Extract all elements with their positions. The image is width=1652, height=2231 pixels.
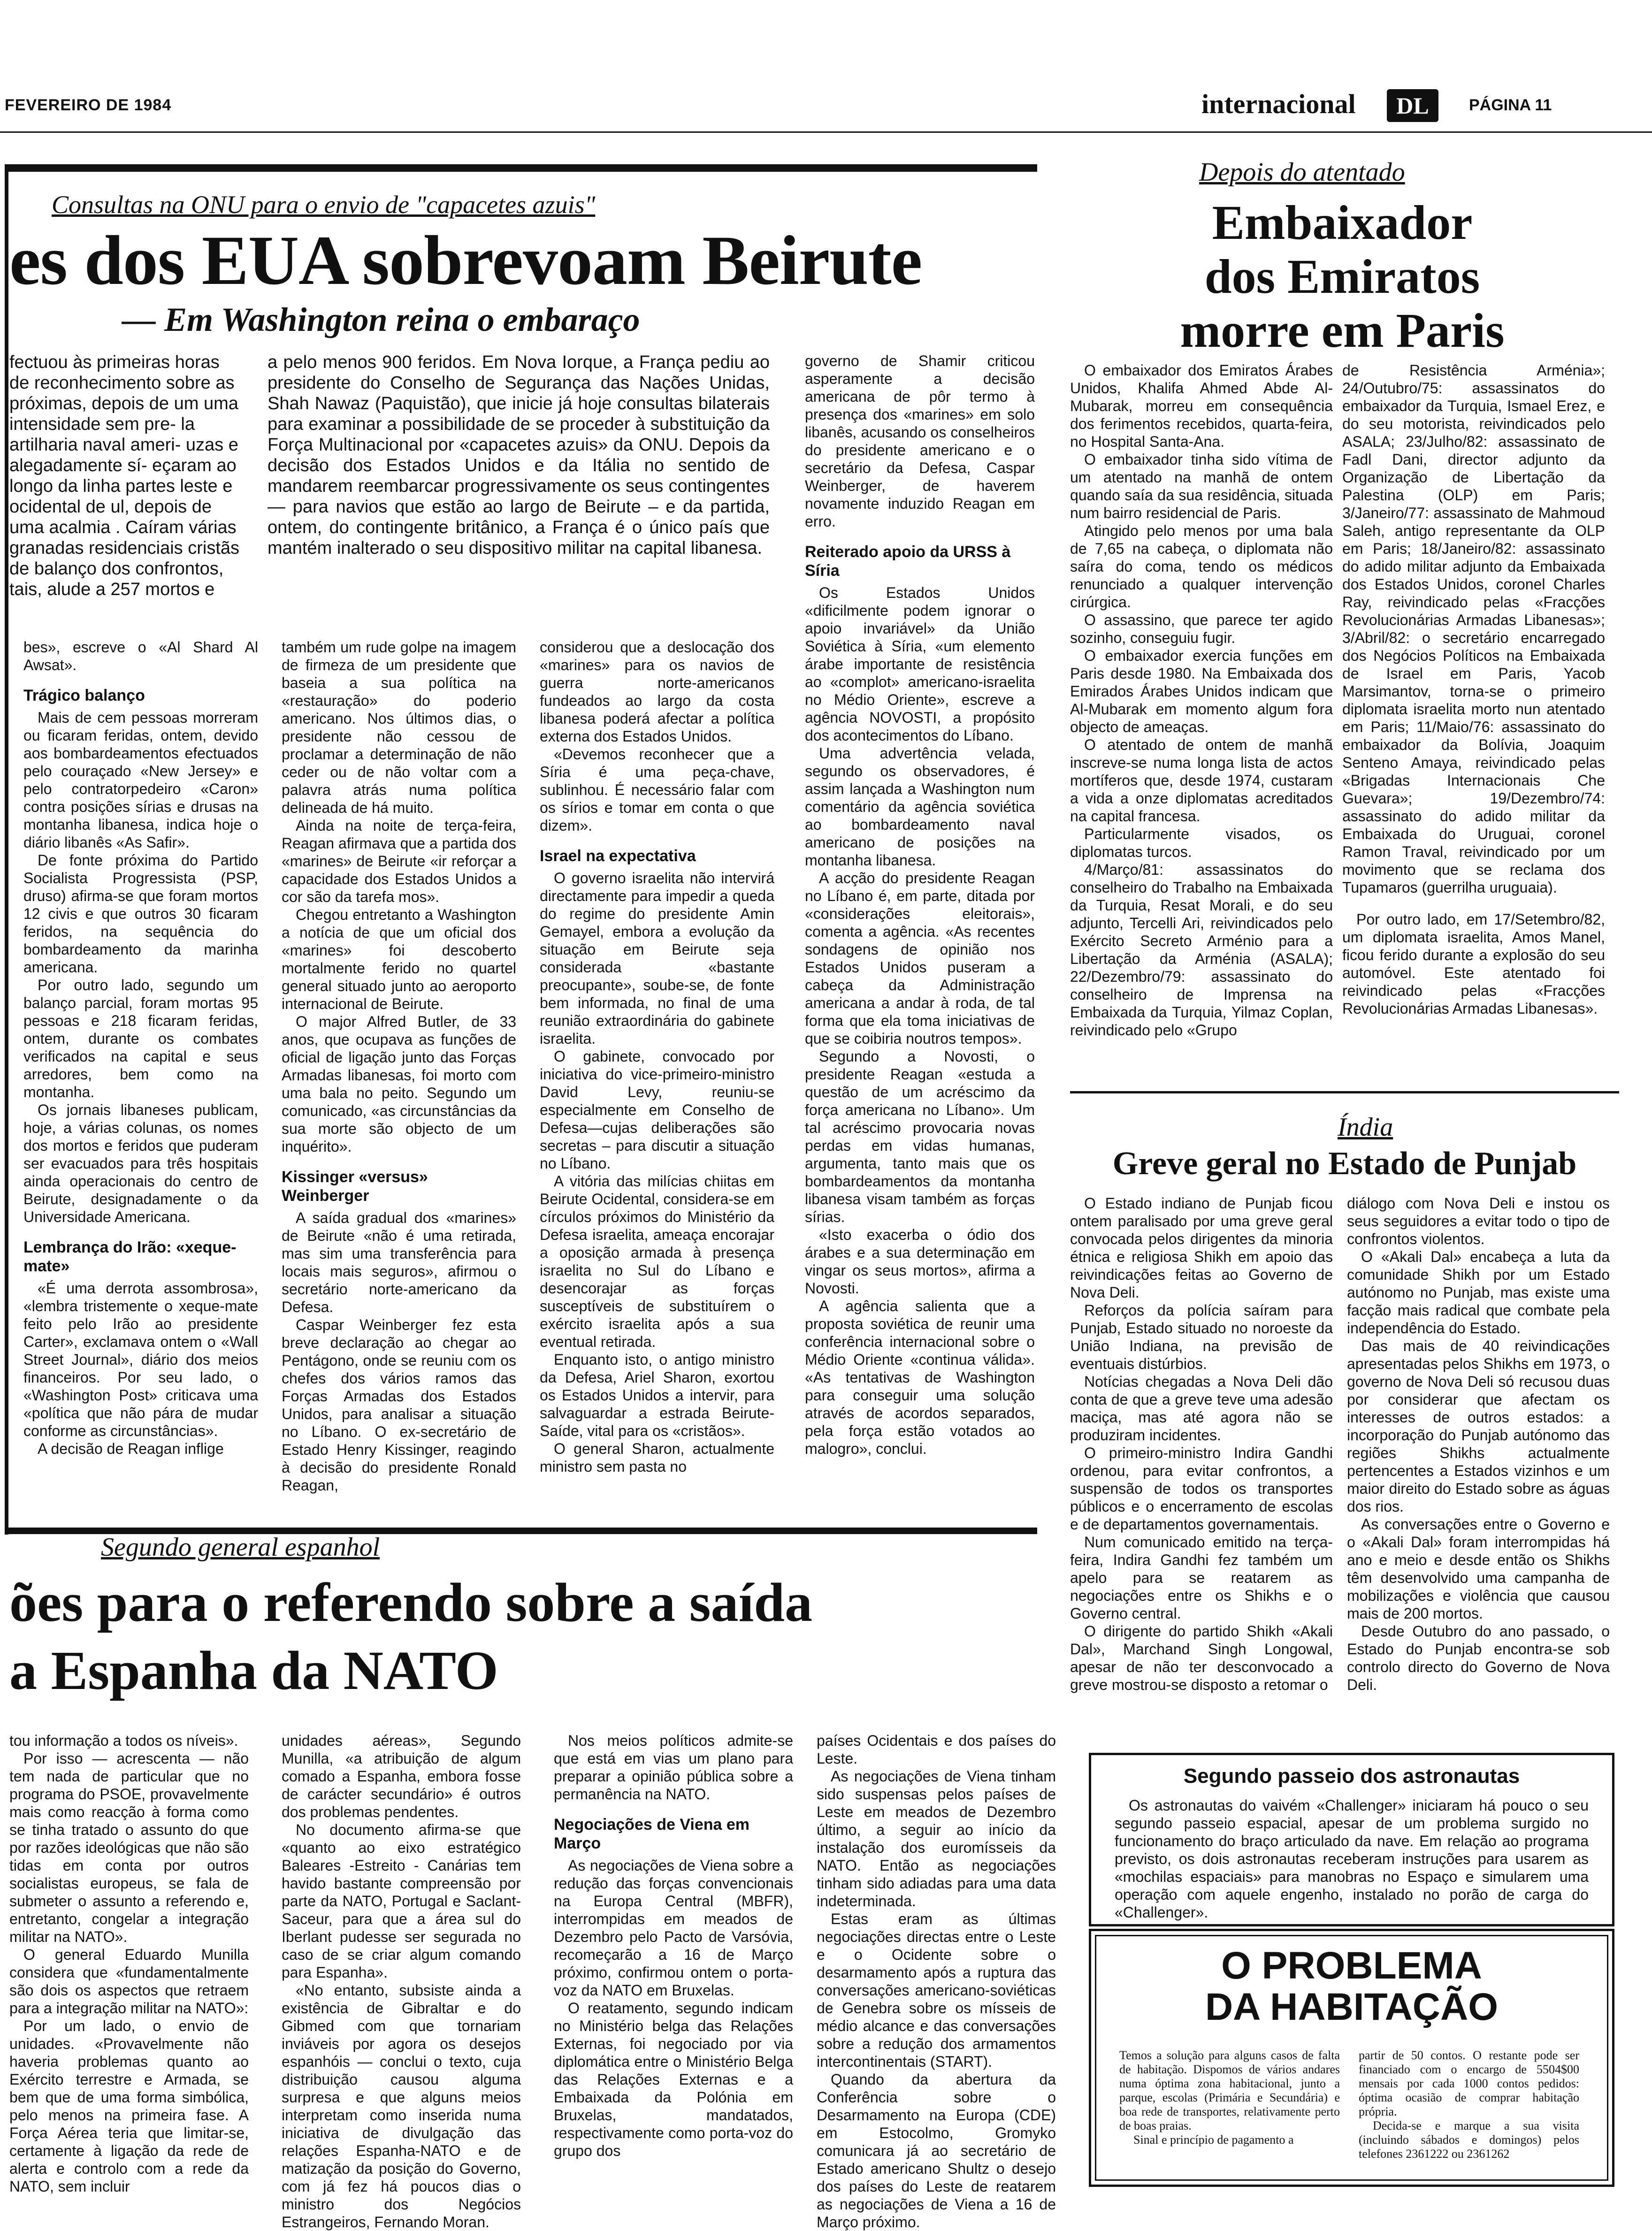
india-headline: Greve geral no Estado de Punjab bbox=[1112, 1146, 1577, 1182]
header-page: PÁGINA 11 bbox=[1469, 96, 1552, 114]
india-col1: O Estado indiano de Punjab ficou ontem paralisado por uma greve geral convocada pelos dirigentes da minoria étnica e religiosa Shikh em apoio das reivindicações feitas ao Governo de Nova Deli. Reforços da polícia saíram para Punjab, Estado situado no noroeste da União Indiana, na previsão de eventuais distúrbios. Notícias chegadas a Nova Deli dão conta de que a greve teve uma adesão maciça, mas até agora não se produziram incidentes. O primeiro-ministro Indira Gandhi ordenou, para evitar confrontos, a suspensão de todos os transportes públicos e o encerramento de escolas e de departamentos governamentais. Num comunicado emitido na terça-feira, Indira Gandhi fez também um apelo para se reatarem as negociações entre os Shikhs e o Governo central. O dirigente do partido Shikh «Akali Dal», Marchand Singh Longowal, apesar de não ter desconvocado a greve mostrou-se disposto a retomar o bbox=[1070, 1195, 1333, 1693]
emirados-headline-3: morre em Paris bbox=[1180, 304, 1505, 358]
anuncio-box bbox=[1089, 1929, 1614, 2187]
india-kicker: Índia bbox=[1338, 1113, 1393, 1142]
beirute-top-rule bbox=[5, 164, 1037, 172]
nato-subhead-viena: Negociações de Viena em Março bbox=[554, 1816, 750, 1852]
nato-kicker: Segundo general espanhol bbox=[101, 1533, 380, 1562]
beirute-col2: também um rude golpe na imagem de firmeza de um presidente que baseia a sua política na «restauração» do poderio americano. Nos últimos dias, o presidente não cessou de proclamar a determinação de não ceder ou de não voltar com a palavra atrás numa política delineada de há muito. Ainda na noite de terça-feira, Reagan afirmava que a partida dos «marines» de Beirute «ir reforçar a capacidade dos Estados Unidos a cor são da tarefa mos». Chegou entretanto a Washington a notícia de que um oficial dos «marines» foi descoberto mortalmente ferido no quartel general situado junto ao aeroporto internacional de Beirute. O major Alfred Butler, de 33 anos, que ocupava as funções de oficial de ligação junto das Forças Armadas libanesas, foi morto com uma bala no peito. Segundo um comunicado, «as circunstâncias da sua morte são objecto de um inquérito». Kissinger «versus» Weinberger A saída gradual dos «marines» de Beirute «não é uma retirada, mas sim uma transferência para locais mais seguros», afirmou o secretário norte-americano da Defesa. Caspar Weinberger fez esta breve declaração ao chegar ao Pentágono, onde se reuniu com os chefes dos vários ramos das Forças Armadas dos Estados Unidos, para analisar a situação no Líbano. O ex-secretário de Estado Henry Kissinger, reagindo à decisão do presidente Ronald Reagan, bbox=[282, 639, 516, 1494]
beirute-subhead-israel: Israel na expectativa bbox=[540, 847, 696, 865]
nato-headline-2: a Espanha da NATO bbox=[9, 1640, 498, 1701]
anuncio-title-1: O PROBLEMA bbox=[1221, 1944, 1482, 1987]
beirute-col4: governo de Shamir criticou asperamente a decisão americana de pôr termo à presença dos «marines» em solo libanês, acusando os conselheiros do presidente americano e o secretário da Defesa, Caspar Weinberger, de haverem novamente induzido Reagan em erro. Reiterado apoio da URSS à Síria Os Estados Unidos «dificilmente podem ignorar o apoio invariável» da União Soviética à Síria, «um elemento árabe importante de resistência ao «complot» americano-israelita no Médio Oriente», escreve a agência NOVOSTI, a propósito dos acontecimentos do Líbano. Uma advertência velada, segundo os observadores, é assim lançada a Washington num comentário da agência soviética ao bombardeamento naval americano de posições na montanha libanesa. A acção do presidente Reagan no Líbano é, em parte, ditada por «considerações eleitorais», comenta a agência. «As recentes sondagens de opinião nos Estados Unidos puseram a cabeça da Administração americana a andar à roda, de tal forma que ela toma iniciativas de que se coibiria noutros tempos». Segundo a Novosti, o presidente Reagan «estuda a questão de um acréscimo da força americana no Líbano». Um tal acréscimo provocaria novas perdas em vidas humanas, argumenta, tanto mais que os bombardeamentos da montanha libanesa visam também as forças sírias. «Isto exacerba o ódio dos árabes e a sua determinação em vingar os seus mortos», afirma a Novosti. A agência salienta que a proposta soviética de reunir uma conferência internacional sobre o Médio Oriente «continua válida». «As tentativas de Washington para conseguir uma solução através de acordos separados, pela força estão votados ao malogro», conclui. bbox=[805, 352, 1035, 1457]
india-col2: diálogo com Nova Deli e instou os seus seguidores a evitar todo o tipo de confrontos violentos. O «Akali Dal» encabeça a luta da comunidade Shikh por um Estado autónomo no Punjab, mas existe uma facção mais radical que combate pela independência do Estado. Das mais de 40 reivindicações apresentadas pelos Shikhs em 1973, o governo de Nova Deli só recusou duas por considerar que afectam os interesses de outros estados: a incorporação do Punjab autónomo das regiões Shikhs actualmente pertencentes a Estados vizinhos e um maior direito do Estado sobre as águas dos rios. As conversações entre o Governo e o «Akali Dal» foram interrompidas há ano e meio e desde então os Shikhs têm desenvolvido uma campanha de mobilizações e violência que causou mais de 200 mortos. Desde Outubro do ano passado, o Estado do Punjab encontra-se sob controlo directo do Governo de Nova Deli. bbox=[1347, 1195, 1610, 1693]
anuncio-col1: Temos a solução para alguns casos de falta de habitação. Dispomos de vários andares numa óptima zona habitacional, junto a parque, escolas (Primária e Secundária) e boa rede de transportes, relativamente perto de boas praias. Sinal e princípio de pagamento a bbox=[1119, 2048, 1340, 2147]
astronautas-box bbox=[1089, 1753, 1614, 1926]
beirute-subhead-irao: Lembrança do Irão: «xeque-mate» bbox=[23, 1238, 237, 1275]
header-rule bbox=[0, 131, 1652, 133]
emirados-kicker: Depois do atentado bbox=[1199, 158, 1405, 187]
emirados-bottom-rule bbox=[1070, 1091, 1619, 1093]
nato-col3: Nos meios políticos admite-se que está em vias um plano para preparar a opinião pública sobre a permanência na NATO. Negociações de Viena em Março As negociações de Viena sobre a redução das forças convencionais na Europa Central (MBFR), interrompidas em meados de Dezembro pelo Pacto de Varsóvia, recomeçarão a 16 de Março próximo, confirmou ontem o porta-voz da NATO em Bruxelas. O reatamento, segundo indicam no Ministério belga das Relações Externas, foi negociado por via diplomática entre o Ministério Belga das Relações Externas e a Embaixada da Polónia em Bruxelas, mandatados, respectivamente como porta-voz do grupo dos bbox=[554, 1732, 793, 2159]
astronautas-body: Os astronautas do vaivém «Challenger» iniciaram há pouco o seu segundo passeio espacial, apesar de um problema surgido no funcionamento do braço articulado da nave. Em relação ao programa previsto, os dois astronautas receberam instruções para usarem as «mochilas espaciais» para manobras no Espaço e simularem uma operação com aquele engenho, instalado no porão de carga do «Challenger». bbox=[1115, 1797, 1589, 1921]
header-date: FEVEREIRO DE 1984 bbox=[5, 96, 172, 114]
nato-col1: tou informação a todos os níveis». Por isso — acrescenta — não tem nada de particular que no programa do PSOE, provavelmente mais como reacção à forma como se tinha tratado o assunto do que por razões ideológicas que não são tidas em conta por outros socialistas europeus, se fala de submeter o assunto a referendo e, entretanto, congelar a integração militar na NATO». O general Eduardo Munilla considera que «fundamentalmente são dois os aspectos que retraem para a integração militar na NATO»: Por um lado, o envio de unidades. «Provavelmente não haveria problemas quanto ao Exército terrestre e Armada, se bem que de uma forma simbólica, pelo menos na primeira fase. A Força Aérea teria que limitar-se, certamente à ligação da rede de alerta e controlo com a rede da NATO, sem incluir bbox=[9, 1732, 249, 2195]
emirados-col2: de Resistência Arménia»; 24/Outubro/75: assassinatos do embaixador da Turquia, Ismael Erez, e do seu motorista, reivindicados pelo ASALA; 23/Julho/82: assassinato de Fadl Dani, director adjunto da Organização de Libertação da Palestina (OLP) em Paris; 3/Janeiro/77: assassinato de Mahmoud Saleh, antigo representante da OLP em Paris; 18/Janeiro/82: assassinato do adido militar adjunto da Embaixada dos Estados Unidos, coronel Charles Ray, reivindicado pelas «Fracções Revolucionárias Armadas Libanesas»; 3/Abril/82: o secretário encarregado dos Negócios Políticos na Embaixada de Israel em Paris, Yacob Marsimantov, torna-se o primeiro diplomata israelita morto nun atentado em Paris; 11/Maio/76: assassinato do embaixador da Bolívia, Joaquim Senteno Amaya, reivindicado pelas «Brigadas Internacionais Che Guevara»; 19/Dezembro/74: assassinato do adido militar da Embaixada do Uruguai, coronel Ramon Traval, reivindicado por um movimento que se reclama dos Tupamaros (guerrilha uruguaia). Por outro lado, em 17/Setembro/82, um diplomata israelita, Amos Manel, ficou ferido durante a explosão do seu automóvel. Este atentado foi reivindicado pelas «Fracções Revolucionárias Armadas Libanesas». bbox=[1342, 362, 1605, 1017]
nato-headline-1: ões para o referendo sobre a saída bbox=[9, 1572, 812, 1633]
emirados-headline-2: dos Emiratos bbox=[1204, 250, 1480, 304]
anuncio-title-2: DA HABITAÇÃO bbox=[1205, 1986, 1499, 2028]
beirute-col1: bes», escreve o «Al Shard Al Awsat». Trágico balanço Mais de cem pessoas morreram ou ficaram feridas, ontem, devido aos bombardeamentos efectuados pelo couraçado «New Jersey» e pelo contratorpedeiro «Caron» contra posições sírias e drusas na montanha libanesa, indica hoje o diário libanês «As Safir». De fonte próxima do Partido Socialista Progressista (PSP, druso) afirma-se que foram mortos 12 civis e que outros 30 ficaram feridos, na sequência do bombardeamento da marinha americana. Por outro lado, segundo um balanço parcial, foram mortas 95 pessoas e 218 ficaram feridas, ontem, durante os combates verificados na capital e seus arredores, bem como na montanha. Os jornais libaneses publicam, hoje, a várias colunas, os nomes dos mortos e feridos que puderam ser evacuados para três hospitais ainda operacionais do centro de Beirute, designadamente o da Universidade Americana. Lembrança do Irão: «xeque-mate» «É uma derrota assombrosa», «lembra tristemente o xeque-mate feito pelo Irão ao presidente Carter», exclamava ontem o «Wall Street Journal», diário dos meios financeiros. Por seu lado, o «Washington Post» criticava uma «política que não pára de mudar conforme as circunstâncias». A decisão de Reagan inflige bbox=[23, 639, 258, 1457]
beirute-lead-left: fectuou às primeiras horas de reconhecimento sobre as próximas, depois de um uma intensidade sem pre- la artilharia naval ameri- uzas e alegadamente sí- eçaram ao longo da linha partes leste e ocidental de ul, depois de uma acalmia . Caíram várias granadas residenciais cristãs de balanço dos confrontos, tais, alude a 257 mortos e bbox=[9, 352, 240, 599]
beirute-subhead-urss: Reiterado apoio da URSS à Síria bbox=[805, 543, 1011, 580]
astronautas-title: Segundo passeio dos astronautas bbox=[1183, 1765, 1520, 1788]
beirute-lead-right: a pelo menos 900 feridos. Em Nova Iorque, a França pediu ao presidente do Conselho de Segurança das Nações Unidas, Shah Nawaz (Paquistão), que inicie já hoje consultas bilaterais para examinar a possibilidade de se proceder à substituição da Força Multinacional por «capacetes azuis» da ONU. Depois da decisão dos Estados Unidos e da Itália no sentido de mandarem reembarcar progressivamente os seus contingentes — para navios que estão ao largo de Beirute – e da partida, ontem, do contingente britânico, a França é o único país que mantém inalterado o seu dispositivo militar na capital libanesa. bbox=[268, 352, 770, 558]
beirute-left-rule bbox=[5, 164, 8, 1535]
nato-col2: unidades aéreas», Segundo Munilla, «a atribuição de algum comado a Espanha, embora fosse de carácter secundário» é outros dos problemas pendentes. No documento afirma-se que «quanto ao eixo estratégico Baleares -Estreito - Canárias tem havido bastante compreensão por parte da NATO, Portugal e Saclant-Saceur, para que a área sul do Iberlant pudesse ser segurada no caso de se criar algum comando para Espanha». «No entanto, subsiste ainda a existência de Gibraltar e do Gibmed com que tornariam inviáveis por agora os desejos espanhóis — conclui o texto, cuja distribuição causou alguma surpresa e que alguns meios interpretam como inserida numa iniciativa de divulgação das relações Espanha-NATO e de matização da posição do Governo, com já fez há poucos dias o ministro dos Negócios Estrangeiros, Fernando Moran. bbox=[282, 1732, 521, 2231]
beirute-kicker: Consultas na ONU para o envio de "capacetes azuis" bbox=[52, 191, 596, 219]
header-logo: DL bbox=[1387, 89, 1438, 122]
beirute-subhead-tragico: Trágico balanço bbox=[23, 687, 145, 704]
header-section: internacional bbox=[1201, 89, 1356, 119]
anuncio-col2: partir de 50 contos. O restante pode ser financiado com o encargo de 5504$00 mensais por cada 1000 contos pedidos: óptima ocasião de comprar habitação própria. Decida-se e marque a sua visita (incluindo sábados e domingos) pelos telefones 2361222 ou 2361262 bbox=[1359, 2048, 1579, 2161]
beirute-col3: considerou que a deslocação dos «marines» para os navios de guerra norte-americanos fundeados ao largo da costa libanesa poderá afectar a política externa dos Estados Unidos. «Devemos reconhecer que a Síria é uma peça-chave, sublinhou. É necessário falar com os sírios e tomar em conta o que dizem». Israel na expectativa O governo israelita não intervirá directamente para impedir a queda do regime do presidente Amin Gemayel, embora a evolução da situação em Beirute seja considerada «bastante preocupante», soube-se, de fonte bem informada, no final de uma reunião extraordinária do gabinete israelita. O gabinete, convocado por iniciativa do vice-primeiro-ministro David Levy, reuniu-se especialmente em Conselho de Defesa—cujas deliberações são secretas – para discutir a situação no Líbano. A vitória das milícias chiitas em Beirute Ocidental, considera-se em círculos próximos do Ministério da Defesa israelita, ameaça encorajar a oposição armada à presença israelita no Sul do Líbano e desencorajar as forças susceptíveis de substituírem o exército israelita após a sua eventual retirada. Enquanto isto, o antigo ministro da Defesa, Ariel Sharon, exortou os Estados Unidos a intervir, para salvaguardar a estrada Beirute-Saíde, vital para os «cristãos». O general Sharon, actualmente ministro sem pasta no bbox=[540, 639, 774, 1475]
nato-col4: países Ocidentais e dos países do Leste. As negociações de Viena tinham sido suspensas pelos países de Leste em meados de Dezembro último, a seguir ao início da instalação dos euromísseis da NATO. Então as negociações tinham sido adiadas para uma data indeterminada. Estas eram as últimas negociações directas entre o Leste e o Ocidente sobre o desarmamento após a ruptura das conversações americano-soviéticas de Genebra sobre os mísseis de médio alcance e das conversações sobre a redução dos armamentos intercontinentais (START). Quando da abertura da Conferência sobre o Desarmamento na Europa (CDE) em Estocolmo, Gromyko comunicara já ao secretário de Estado americano Shultz o desejo dos países do Leste de reatarem as negociações de Viena a 16 de Março próximo. bbox=[817, 1732, 1056, 2231]
beirute-subhead: — Em Washington reina o embaraço bbox=[122, 301, 640, 338]
emirados-headline-1: Embaixador bbox=[1212, 196, 1473, 250]
emirados-col1: O embaixador dos Emiratos Árabes Unidos, Khalifa Ahmed Abde Al-Mubarak, morreu em consequência dos ferimentos recebidos, quarta-feira, no Hospital Santa-Ana. O embaixador tinha sido vítima de um atentado na manhã de ontem quando saía da sua residência, situada num bairro residencial de Paris. Atingido pelo menos por uma bala de 7,65 na cabeça, o diplomata não saíra do coma, tendo os médicos renunciado a qualquer intervenção cirúrgica. O assassino, que parece ter agido sozinho, conseguiu fugir. O embaixador exercia funções em Paris desde 1980. Na Embaixada dos Emirados Árabes Unidos indicam que Al-Mubarak em momento algum fora objecto de ameaças. O atentado de ontem de manhã inscreve-se numa longa lista de actos mortíferos que, desde 1974, custaram a vida a onze diplomatas acreditados na capital francesa. Particularmente visados, os diplomatas turcos. 4/Março/81: assassinatos do conselheiro do Trabalho na Embaixada da Turquia, Resat Morali, e do seu adjunto, Tercelli Ari, reivindicados pelo Exército Secreto Arménio para a Libertação da Arménia (ASALA); 22/Dezembro/79: assassinato do conselheiro de Imprensa na Embaixada da Turquia, Yilmaz Coplan, reivindicado pelo «Grupo bbox=[1070, 362, 1333, 1039]
beirute-subhead-kissinger: Kissinger «versus» Weinberger bbox=[282, 1168, 428, 1205]
beirute-headline: es dos EUA sobrevoam Beirute bbox=[9, 222, 922, 299]
